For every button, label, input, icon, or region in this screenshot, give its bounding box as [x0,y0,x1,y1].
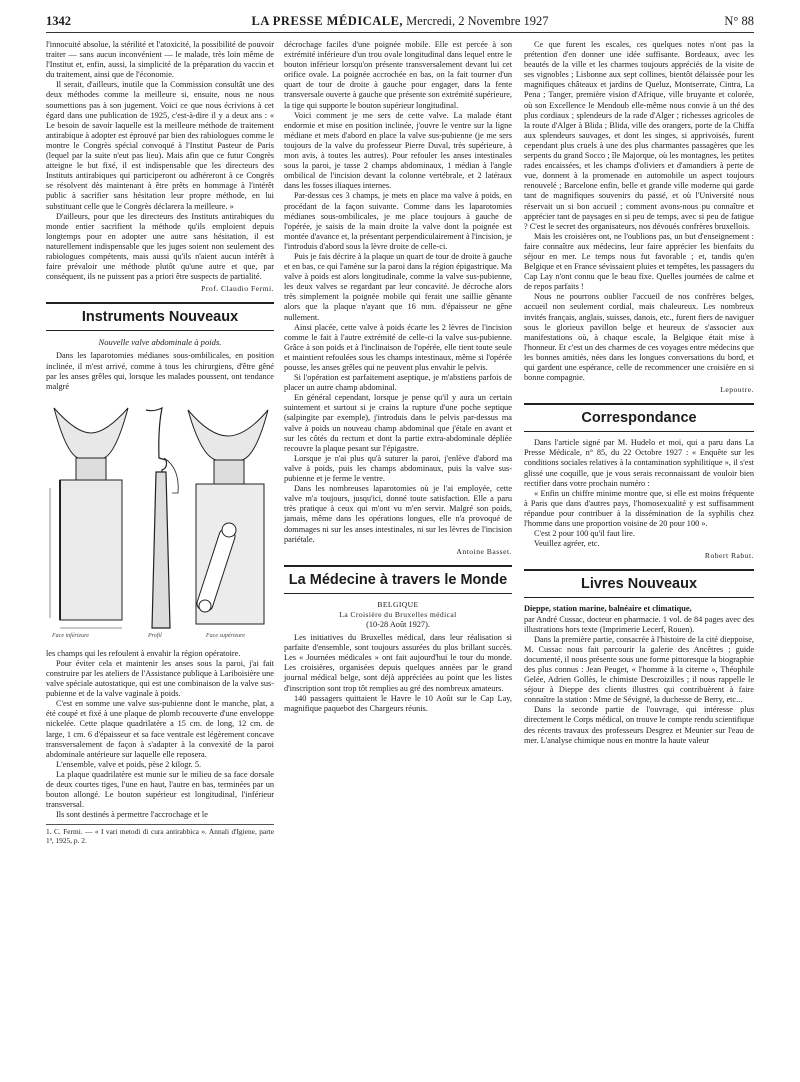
event-dates: (10-28 Août 1927). [366,619,430,629]
paragraph: décrochage faciles d'une poignée mobile. Elle est percée à son extrémité inférieure d'un trou ovale longitudinal dans lequel entre le bouton inférieur lorsqu'on présente transversalement devant lui cet orifice ovale. La poignée accrochée en bas, on la fait tourner d'un quart de tour de droite à gauche pour engager, dans la fente transversale ouverte à gauche que présente son extrémité supérieure, la tige qui supporte le bouton supérieur longitudinal. [284,40,512,110]
paragraph: Dans la seconde partie de l'ouvrage, qui intéresse plus directement le Corps médical, on trouve le compte rendu scientifique des récents travaux des professeurs Desgrez et Meunier sur l'eau de mer. L'analyse chimique nous en montre la haute valeur [524,705,754,745]
author-signature: Prof. Claudio Fermi. [201,284,274,294]
author-signature: Antoine Basset. [456,546,512,556]
article-subtitle: Nouvelle valve abdominale à poids. [98,337,222,348]
country-heading: BELGIQUE [377,599,419,609]
paragraph: Il serait, d'ailleurs, inutile que la Commission consultât une des deux méthodes comme la meilleure si, ensuite, nous ne nous soumettions pas à son jugement. Voici ce que nous écrivions à cet égard dans une publication de 1925, c'est-à-dire il y a deux ans : « Le besoin de savoir laquelle est la meilleure méthode de traitement antirabique à adopter est éprouvé par bien des rabiologues comme le montre le Congrès spécial convoqué à l'Institut Pasteur de Paris (lequel par la suite n'eut pas lieu). Mais afin que ce futur Congrès atteigne le but fixé, il est indispensable que les directeurs des Instituts antirabiques qui participeront ou adhéreront à ce Congrès se résolvent dès maintenant à être prêts en hommage à l'intérêt public à sacrifier sans hésitation leur propre méthode, en lui substituant celle que le Congrès déclarera la meilleure. » [46,80,274,211]
figure-label-profil: Profil [148,632,162,639]
paragraph: Par-dessus ces 3 champs, je mets en place ma valve à poids, en procédant de la façon suivante. Comme dans les laparotomies médianes sous-ombilicales, je me place toujours à gauche de l'opérée, je saisis de la main droite la valve dont la poignée est montée d'avance et, la présentant perpendiculairement à l'incision, je l'introduis d'abord sous la lèvre droite de celle-ci. [284,191,512,251]
paragraph: Les initiatives du Bruxelles médical, dans leur réalisation si parfaite d'ensemble, sont toujours assurées du plus brillant succès. Les « Journées médicales » ont fait aujourd'hui le tour du monde. Les croisières, organisées depuis quelques années par le grand journal médical belge, sont déjà appréciées au point que les listes d'inscription sont trop tôt remplies au gré des nombreux amateurs. [284,633,512,693]
column-3 [524,40,754,746]
valve-profil-drawing [146,408,178,628]
section-title-livres: Livres Nouveaux [524,569,754,598]
page-header [46,14,754,34]
paragraph: Dans la première partie, consacrée à l'histoire de la cité dieppoise, M. Cussac nous fait parcourir la galerie des Ancêtres ; guide documenté, il nous présente sous une forme pittoresque la biographie des plus connus : Jean Peuget, « l'homme à la citerne », Théophile Gelée, Adrien Gollès, le chimiste Descroizilles ; il nous rappelle le séjour à Dieppe des clients illustres qui contribuèrent à faire connaître la station : Mme de Sévigné, la duchesse de Berry, etc... [524,634,754,705]
journal-title [46,14,754,29]
valve-face-inferieure-drawing [50,408,128,628]
paragraph: C'est 2 pour 100 qu'il faut lire. [534,529,635,539]
section-title-medecine-monde: La Médecine à travers le Monde [284,565,512,594]
journal-name: LA PRESSE MÉDICALE, [251,14,404,28]
section-title-instruments: Instruments Nouveaux [46,302,274,331]
paragraph: Nous ne pourrons oublier l'accueil de nos confrères belges, accueil non seulement cordial, mais chaleureux. Les nombreux invités français, anglais, suisses, danois, etc., furent fiers de naviguer sous le glorieux pavillon belge et heureux de s'associer aux manifestations où, à chaque escale, la Belgique était mise à l'honneur. Et c'est un des charmes de ces voyages entre médecins que les bonnes amitiés, nées dans les longues conversations du bord, et qui gardent une espérance, celle de recommencer une croisière en si bonne compagnie. [524,292,754,383]
paragraph: les champs qui les refoulent à envahir la région opératoire. [46,648,241,658]
paragraph: Ce que furent les escales, ces quelques notes n'ont pas la prétention d'en donner une idée suffisante. Bordeaux, avec les beautés de la ville et les charmes toujours appréciés de la visite de ses vignobles ; Lisbonne aux sept collines, bientôt délaissée pour les magnifiques châteaux et jardins de Queluz, Montserrate, Cintra, La Pena ; Tanger, première vision d'Afrique, ville bruyante et colorée, où son Excellence le Mendoub elle-même nous convie à un thé des plus cordiaux ; splendeurs de la rade d'Alger ; richesses agricoles de la route d'Alger à Blida ; Blida, ville des orangers, porte de la Chiffa aux splendeurs sauvages, et dont les singes, si apprivoisés, furent cependant plus cruels à une des plus charmantes passagères que les serpents du grand Socco ; île Majorque, où les montagnes, les petites rades encaissées, et les champs d'oliviers et d'amandiers à perte de vue, donnent à la promenade en automobile un aspect toujours renouvelé ; Barcelone enfin, belle et grande ville moderne qui garde tant de magnifiques souvenirs du passé, et où l'Université nous réservait un si bon accueil ; comment avons-nous pu connaître et apprécier tant de paysages en si peu de temps, avec si peu de fatigue ? C'est le secret des organisateurs, nos dévoués confrères bruxellois. [524,40,754,231]
book-title: Dieppe, station marine, balnéaire et climatique, [524,604,692,614]
footnote: 1. C. Fermi. — « I vari metodi di cura antirabbica ». Annali d'Igiene, parte 1ª, 1925, p. 2. [46,824,274,845]
paragraph: D'ailleurs, pour que les directeurs des Instituts antirabiques du monde entier sacrifient la méthode qu'ils emploient depuis longtemps pour en adopter une autre sans hésitation, il est naturellement indispensable que les juges soient non seulement des rabiologues compétents, mais aussi qu'ils n'aient aucun intérêt à faire prévaloir une méthode plutôt qu'une autre et que, par conséquent, ils ne puissent pas a priori être suspects de partialité. [46,211,274,282]
page-number: 1342 [46,14,71,28]
paragraph: l'innocuité absolue, la stérilité et l'atoxicité, la possibilité de pouvoir traiter — sans aucun inconvénient — le malade, très loin même de l'Institut et, enfin, aussi, la simplicité de la préparation du vaccin et du traitement, ainsi que de l'économie. [46,40,274,80]
valve-figure [46,398,274,643]
paragraph: Puis je fais décrire à la plaque un quart de tour de droite à gauche et en bas, ce qui l'amène sur la paroi dans la région épigastrique. Ma valve à poids est alors longitudinale, comme la valve sus-pubienne, les deux valves se regardant par leur concavité. Je décroche alors très simplement la poignée mobile qui ferait une saillie gênante alors que la plaque n'ayant que 16 mm. d'épaisseur ne gêne nullement. [284,251,512,322]
figure-label-face-superieure: Face supérieure [206,632,245,639]
valve-illustration [46,398,274,643]
paragraph: Voici comment je me sers de cette valve. La malade étant endormie et mise en position inclinée, j'ouvre le ventre sur la ligne médiane et mets d'abord en place la valve sus-pubienne (je me sers toujours de la valve du professeur Pierre Duval, très supérieure, à mon avis, à toutes les autres). Pour refouler les anses intestinales sous la paroi, je tasse 2 champs abdominaux, 1 médian à l'angle ombilical de l'incision devant la colonne vertébrale, et 2 latéraux dans les fosses iliaques internes. [284,110,512,191]
paragraph: L'ensemble, valve et poids, pèse 2 kilogr. 5. [56,759,202,769]
figure-label-face-inferieure: Face inférieure [52,632,89,639]
section-title-correspondance: Correspondance [524,403,754,432]
valve-face-superieure-drawing [188,410,268,624]
paragraph: Pour éviter cela et maintenir les anses sous la paroi, j'ai fait construire par les ateliers de l'Assistance publique à Lariboisière une valve spéciale autostatique, qui est une combinaison de la valve sus-pubienne et de la valve vaginale à poids. [46,658,274,699]
author-signature: Robert Rabut. [704,551,754,561]
paragraph: Dans les laparotomies médianes sous-ombilicales, en position inclinée, il m'est arrivé, comme à tous les chirurgiens, d'être gêné par les anses grêles qui, lorsque les malades poussent, ont tendance malgré [46,351,274,391]
paragraph: Dans l'article signé par M. Hudelo et moi, qui a paru dans La Presse Médicale, n° 85, du 22 Octobre 1927 : « Enquête sur les conditions sociales relatives à la contamination syphilitique », il s'est glissé une coquille, que je vous serais reconnaissant de vouloir bien rectifier dans votre prochain numéro : [524,438,754,488]
paragraph: Mais les croisières ont, ne l'oublions pas, un but d'enseignement : faire connaître aux médecins, leur faire apprécier les bienfaits du séjour en mer. Le temps nous fut favorable ; et, tandis qu'en Belgique et en France sévissaient pluies et tempêtes, les passagers du Cap Lay n'ont connu que le beau fixe. Quelles journées de calme et de repos parfaits ! [524,231,754,292]
paragraph: Dans les nombreuses laparotomies où je l'ai employée, cette valve m'a toujours, jusqu'ici, donné toute satisfaction. Elle a paru très pratique à ceux qui m'ont vu m'en servir. Malgré son poids, jamais, même dans les opérations longues, elle n'a provoqué de dommages ni sur les anses intestinales, ni sur les lèvres de l'incision pariétale. [284,484,512,544]
header-rule [46,32,754,33]
paragraph: La plaque quadrilatère est munie sur le milieu de sa face dorsale de deux courtes tiges, l'une en haut, l'autre en bas, terminées par un bouton allongé. Le bouton supérieur est longitudinal, l'inférieur transversal. [46,769,274,810]
column-1 [46,40,274,845]
author-signature: Lepoutre. [720,385,754,395]
event-title: La Croisière du Bruxelles médical [339,609,457,619]
paragraph: Ils sont destinés à permettre l'accrochage et le [56,810,208,820]
paragraph: Si l'opération est parfaitement aseptique, je m'abstiens parfois de placer un autre champ abdominal. [284,373,512,393]
paragraph: 140 passagers quittaient le Havre le 10 Août sur le Cap Lay, magnifique paquebot des Chargeurs réunis. [284,693,512,713]
issue-date: Mercredi, 2 Novembre 1927 [406,14,549,28]
paragraph: Ainsi placée, cette valve à poids écarte les 2 lèvres de l'incision comme le fait à l'autre extrémité de celle-ci la valve sus-pubienne. Grâce à son poids et à l'inclinaison de l'opérée, elle tient toute seule et maintient refoulées sous les champs intestinaux, même si l'opérée pousse, les anses grêles qui ne peuvent plus envahir le pelvis. [284,322,512,372]
paragraph: En général cependant, lorsque je pense qu'il y aura un certain suintement et surtout si je crains la rupture d'une poche septique (salpingite par exemple), j'introduis dans le pelvis par-dessus ma valve à poids un nouveau champ abdominal que j'étale en avant et sur les côtés du rectum et dont la partie extra-abdominale dépliée recouvre la plaque pesant sur l'épigastre. [284,393,512,453]
book-info: par André Cussac, docteur en pharmacie. 1 vol. de 84 pages avec des illustrations hors texte (Imprimerie Lecerf, Rouen). [524,614,754,634]
paragraph: « Enfin un chiffre minime montre que, si elle est moins fréquente à Paris que dans d'autres pays, l'homosexualité y est suffisamment répandue pour contribuer à la dissémination de la syphilis chez l'homme dans une proportion voisine de 20 pour 100 ». [524,488,754,529]
issue-number: N° 88 [724,14,754,28]
paragraph: C'est en somme une valve sus-pubienne dont le manche, plat, a été coupé et fixé à une plaque de plomb recouverte d'une enveloppe nickelée. Cette plaque quadrilatère a 15 cm. de long, 12 cm. de large, 1 cm. 6 d'épaisseur et sa face ventrale est légèrement concave transversalement de façon à s'adapter à la convexité de la paroi abdominale antérieure sur laquelle elle reposera. [46,699,274,759]
column-2 [284,40,512,714]
paragraph: Veuillez agréer, etc. [534,539,600,549]
paragraph: Lorsque je n'ai plus qu'à suturer la paroi, j'enlève d'abord ma valve à poids, puis les champs abdominaux, puis la valve sus-pubienne et je ferme le ventre. [284,453,512,484]
